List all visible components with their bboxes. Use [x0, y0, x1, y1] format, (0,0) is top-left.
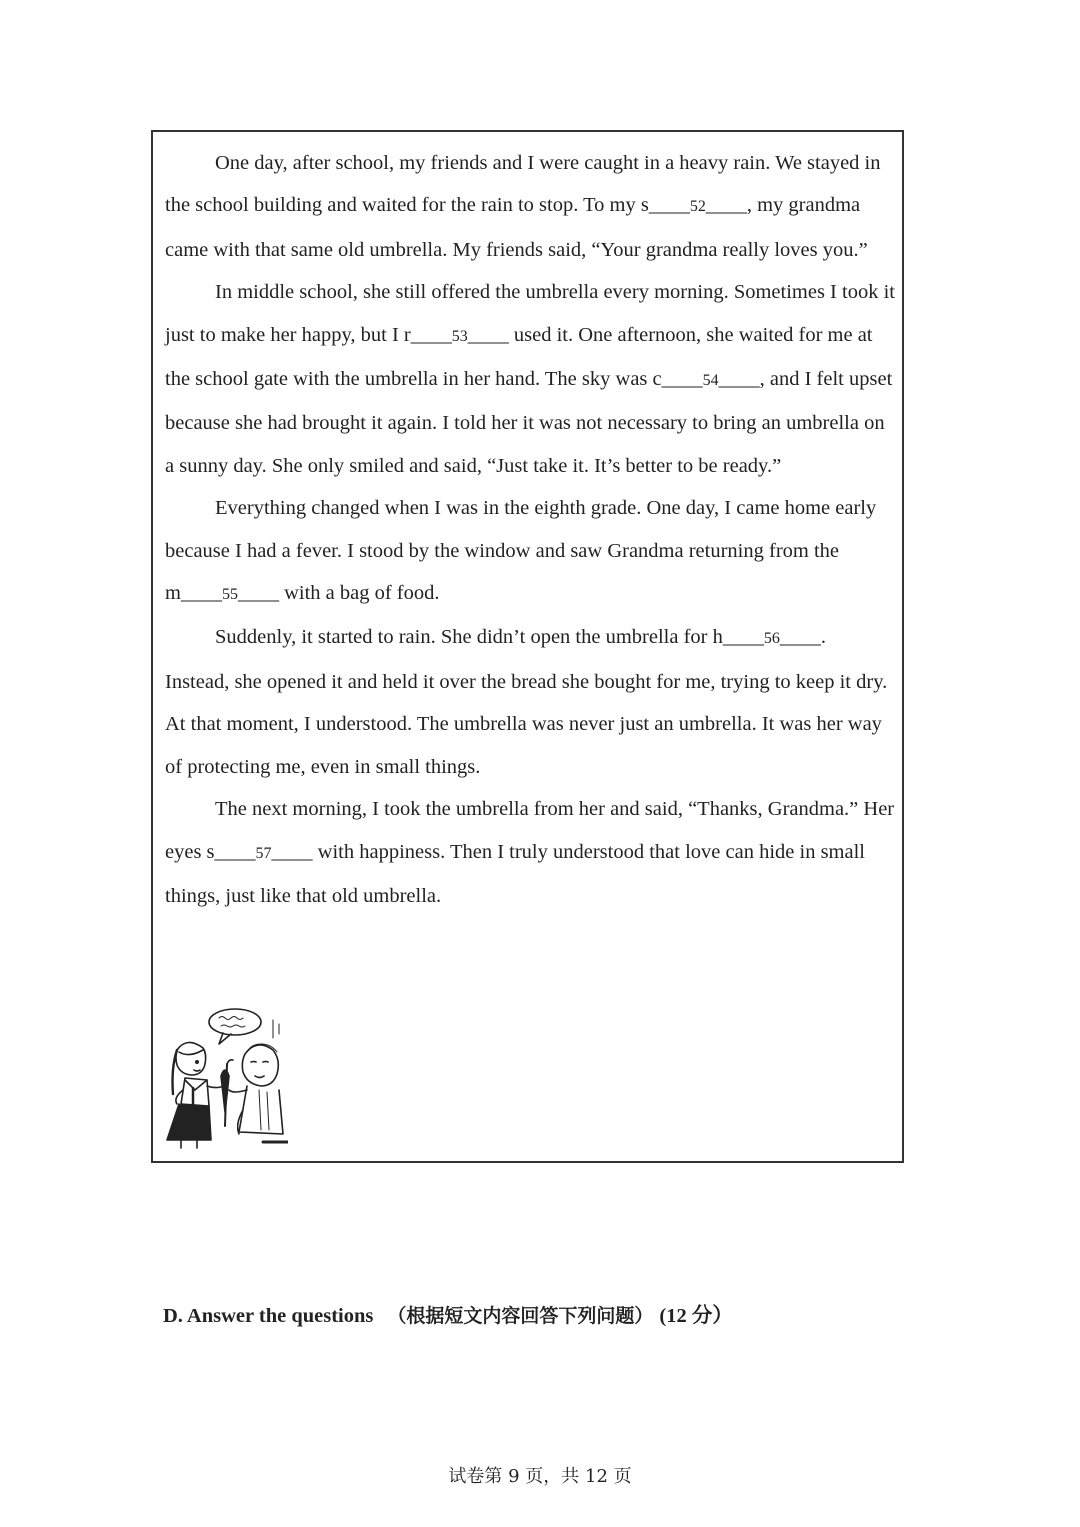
- section-d-instruction: （根据短文内容回答下列问题）: [387, 1305, 654, 1327]
- passage-text: [165, 142, 895, 917]
- section-d-points: (12 分）: [659, 1305, 733, 1327]
- paragraph-3: Everything changed when I was in the eighth grade. One day, I came home early because I had a fever. I stood by the window and saw Grandma returning from the m____55____ with a bag of food.: [165, 497, 877, 605]
- blank-55: 55: [221, 586, 238, 604]
- girl-grandma-umbrella-illustration: [163, 1000, 288, 1150]
- blank-53: 53: [451, 327, 468, 345]
- passage-box: [151, 130, 904, 1163]
- paragraph-4: Suddenly, it started to rain. She didn’t open the umbrella for h____56____. Instead, she opened it and held it over the bread she bought for me, trying to keep it dry. At that moment, I understood. The umbrella was never just an umbrella. It was her way of protecting me, even in small things.: [165, 626, 888, 778]
- paragraph-2: In middle school, she still offered the umbrella every morning. Sometimes I took it just to make her happy, but I r____53____ used it. One afternoon, she waited for me at the school gate with the umbrella in her hand. The sky was c____54____, and I felt upset because she had brought it again. I told her it was not necessary to bring an umbrella on a sunny day. She only smiled and said, “Just take it. It’s better to be ready.”: [165, 281, 895, 477]
- blank-57: 57: [255, 844, 272, 862]
- section-d-label: D. Answer the questions: [163, 1305, 374, 1327]
- blank-56: 56: [763, 630, 780, 648]
- blank-52: 52: [689, 198, 706, 216]
- page-footer: 试卷第 9 页，共 12 页: [448, 1466, 632, 1487]
- paragraph-1: One day, after school, my friends and I were caught in a heavy rain. We stayed in the school building and waited for the rain to stop. To my s____52____, my grandma came with that same old umbrella. My friends said, “Your grandma really loves you.”: [165, 152, 881, 261]
- paragraph-5: The next morning, I took the umbrella from her and said, “Thanks, Grandma.” Her eyes s____57____ with happiness. Then I truly understood that love can hide in small things, just like that old umbrella.: [165, 798, 895, 907]
- blank-54: 54: [702, 372, 719, 390]
- section-d-heading: [163, 1298, 733, 1328]
